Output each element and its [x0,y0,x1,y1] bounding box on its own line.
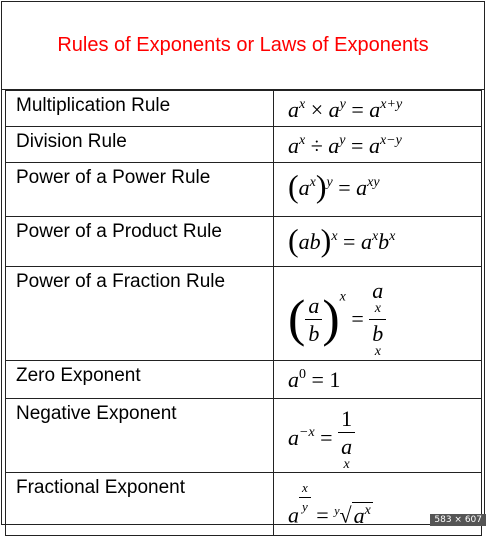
rule-formula [274,217,482,267]
multiplication-formula: $a^x \times a^y = a^{x+y}$ [288,97,403,122]
table-row [6,163,482,217]
rule-name: Power of a Power Rule [6,163,274,217]
table-row [6,217,482,267]
fractional-exponent-formula: a $\frac{x}{y}$ = $^y√a^x$ [288,480,371,529]
power-of-fraction-formula: ( $\frac{a}{b}$ )$^x$ = a x b x [274,267,481,360]
rule-name: Zero Exponent [6,360,274,398]
table-row [6,91,482,127]
rule-formula [274,360,482,398]
rule-name: Multiplication Rule [6,91,274,127]
negative-exponent-formula: $a^{-x}$ = 1 a x [274,399,481,473]
rule-formula [274,163,482,217]
power-of-power-formula: $(a^x)^y = a^{xy}$ [288,168,380,204]
exponent-rules-card [1,1,485,529]
rule-name: Power of a Fraction Rule [6,267,274,361]
rule-name: Fractional Exponent [6,473,274,536]
division-formula: $a^x \div a^y = a^{x-y}$ [288,133,402,158]
page-title: Rules of Exponents or Laws of Exponents [2,2,484,90]
rules-table [5,90,482,536]
table-row [6,127,482,163]
rule-name: Power of a Product Rule [6,217,274,267]
zero-exponent-formula: $a^0 = 1$ [288,366,341,392]
image-size-badge: 583 × 607 [430,514,486,526]
rule-formula [274,398,482,473]
table-row [6,473,482,536]
table-row [6,398,482,473]
table-row [6,360,482,398]
rule-name: Negative Exponent [6,398,274,473]
rule-formula [274,267,482,361]
table-row [6,267,482,361]
rule-formula [274,127,482,163]
rule-formula [274,91,482,127]
rule-formula [274,473,482,536]
rule-name: Division Rule [6,127,274,163]
power-of-product-formula: $(ab)^x = a^xb^x$ [288,222,396,258]
